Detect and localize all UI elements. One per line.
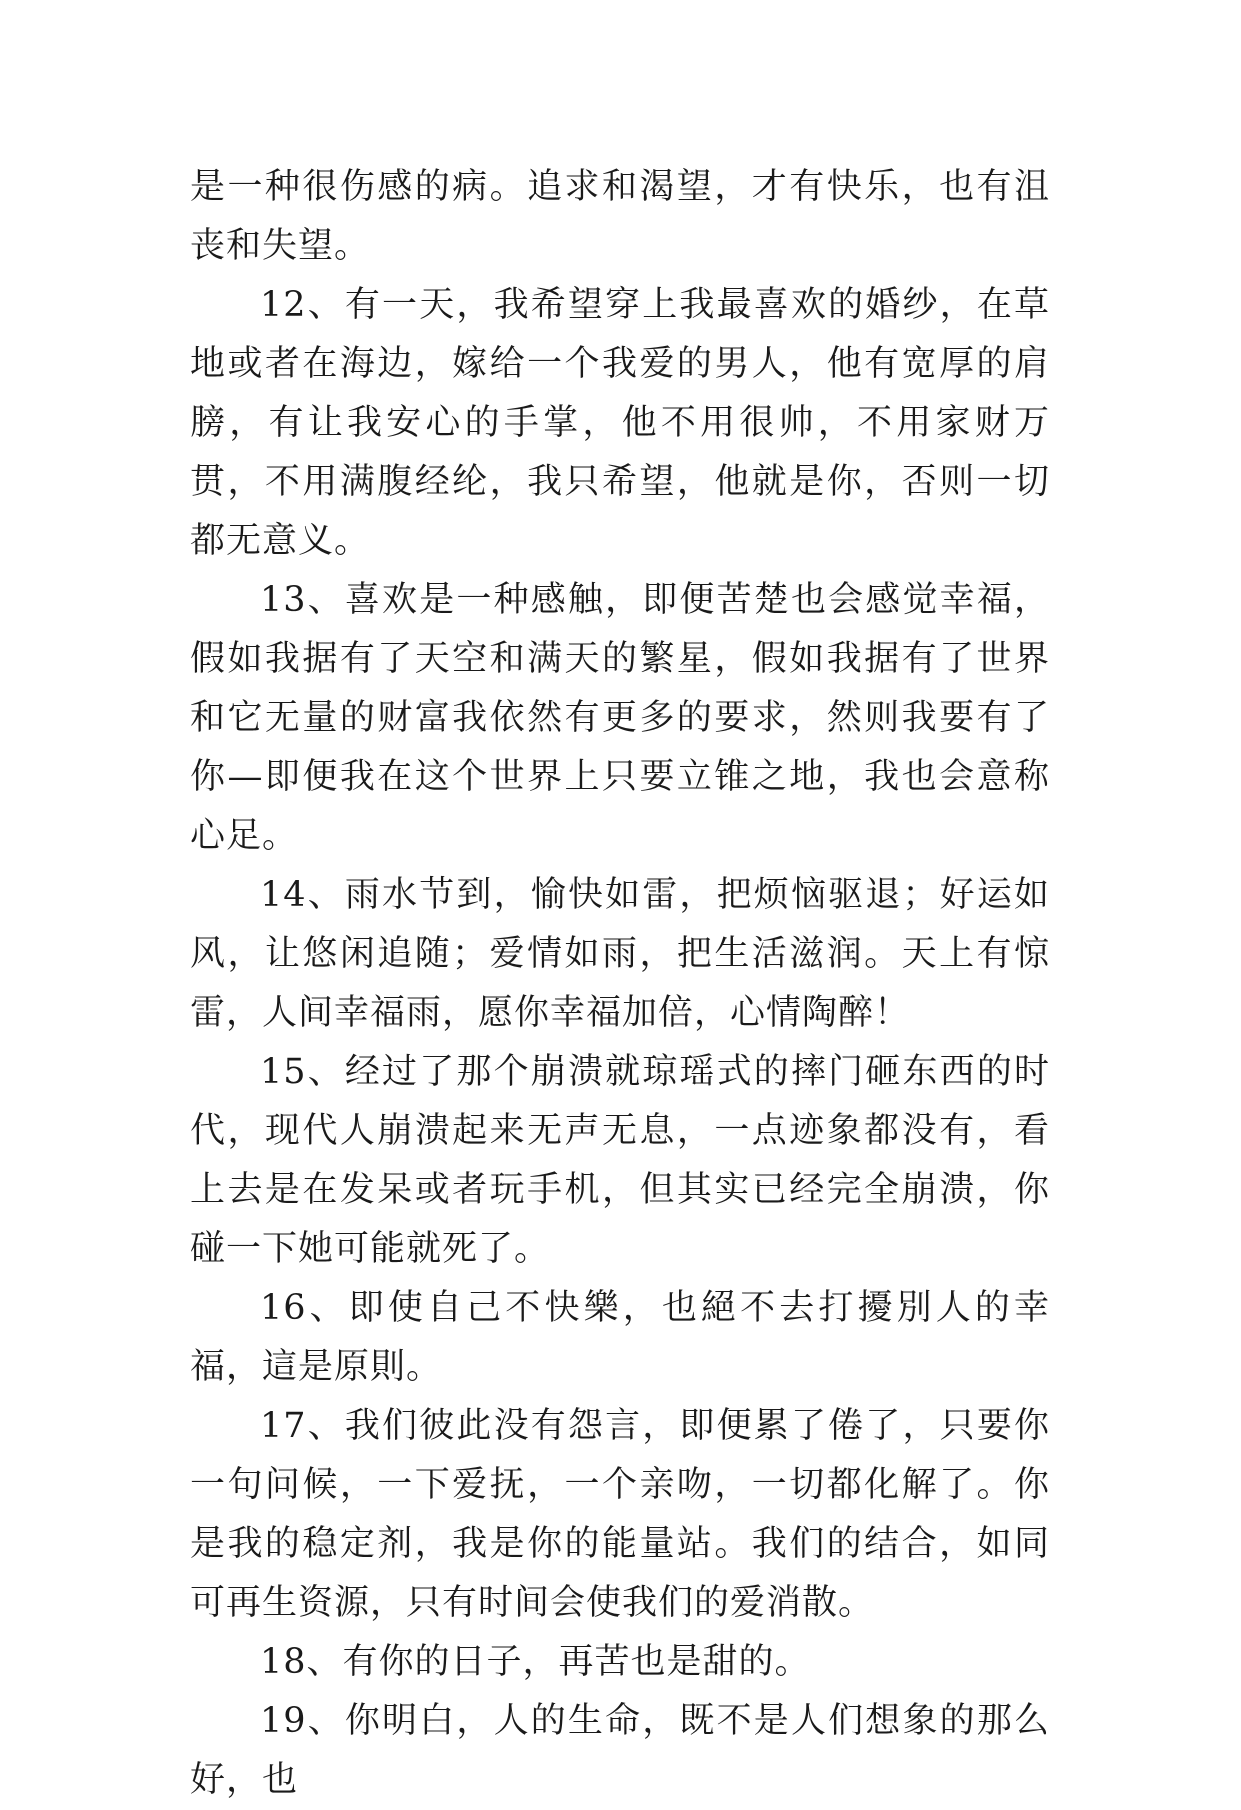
paragraph-15: 15、经过了那个崩溃就琼瑶式的摔门砸东西的时代，现代人崩溃起来无声无息，一点迹象都没有，看上去是在发呆或者玩手机，但其实已经完全崩溃，你碰一下她可能就死了。 bbox=[190, 1052, 1050, 1269]
paragraph-19: 19、你明白，人的生命，既不是人们想象的那么好，也 bbox=[190, 1701, 1050, 1800]
paragraph-13: 13、喜欢是一种感触，即便苦楚也会感觉幸福，假如我据有了天空和满天的繁星，假如我据有了世界和它无量的财富我依然有更多的要求，然则我要有了你—即便我在这个世界上只要立锥之地，我也会意称心足。 bbox=[190, 580, 1050, 856]
paragraph-continuation: 是一种很伤感的病。追求和渴望，才有快乐，也有沮丧和失望。 bbox=[190, 167, 1050, 266]
paragraph-17: 17、我们彼此没有怨言，即便累了倦了，只要你一句问候，一下爱抚，一个亲吻，一切都化解了。你是我的稳定剂，我是你的能量站。我们的结合，如同可再生资源，只有时间会使我们的爱消散。 bbox=[190, 1406, 1050, 1623]
paragraph-12: 12、有一天，我希望穿上我最喜欢的婚纱，在草地或者在海边，嫁给一个我爱的男人，他有宽厚的肩膀，有让我安心的手掌，他不用很帅，不用家财万贯，不用满腹经纶，我只希望，他就是你，否则一切都无意义。 bbox=[190, 285, 1050, 561]
paragraph-16: 16、即使自己不快樂，也絕不去打擾別人的幸福，這是原則。 bbox=[190, 1288, 1050, 1387]
document-body bbox=[190, 158, 1050, 1810]
paragraph-14: 14、雨水节到，愉快如雷，把烦恼驱退；好运如风，让悠闲追随；爱情如雨，把生活滋润。天上有惊雷，人间幸福雨，愿你幸福加倍，心情陶醉！ bbox=[190, 875, 1050, 1033]
paragraph-18: 18、有你的日子，再苦也是甜的。 bbox=[260, 1642, 811, 1682]
